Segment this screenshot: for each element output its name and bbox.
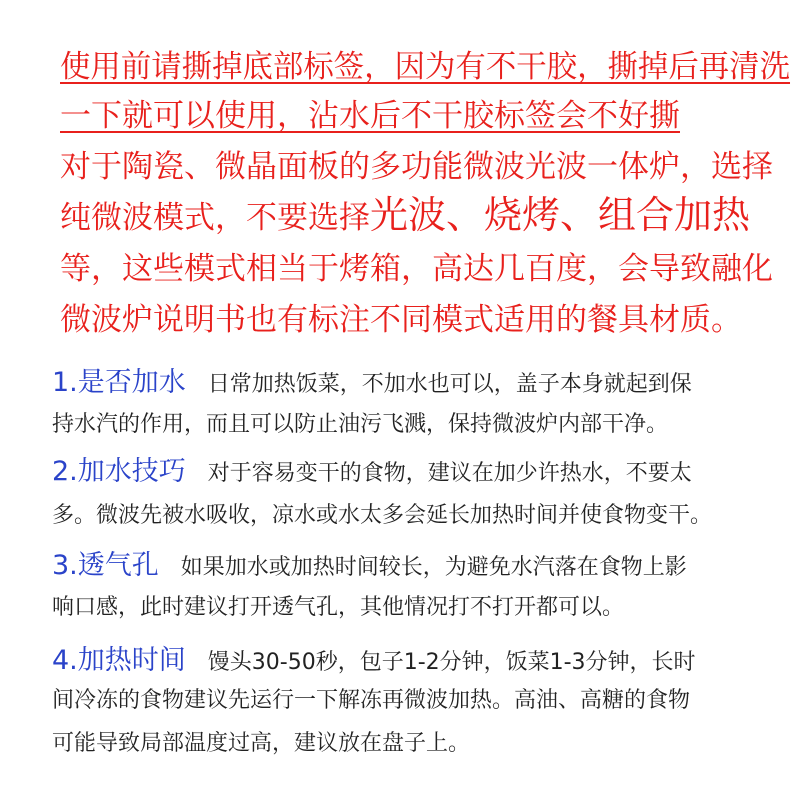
tip-1-text-1: 日常加热饭菜，不加水也可以，盖子本身就起到保 (207, 372, 692, 397)
tip-1-text-2: 持水汽的作用，而且可以防止油污飞溅，保持微波炉内部干净。 (52, 412, 669, 437)
warning-line-5: 等，这些模式相当于烤箱，高达几百度，会导致融化 (60, 251, 773, 287)
tip-4-row-1 (52, 647, 696, 674)
warning-line-2: 一下就可以使用，沾水后不干胶标签会不好撕 (60, 98, 680, 134)
tip-2-text-1: 对于容易变干的食物，建议在加少许热水，不要太 (207, 461, 692, 486)
tip-3-row-1 (52, 552, 687, 579)
tip-1-heading: 1.是否加水 (52, 367, 186, 398)
warning-line-3: 对于陶瓷、微晶面板的多功能微波光波一体炉，选择 (60, 149, 773, 185)
tip-3-text-2: 响口感，此时建议打开透气孔，其他情况打不打开都可以。 (52, 595, 625, 620)
tip-4-text-1: 馒头30-50秒，包子1-2分钟，饭菜1-3分钟，长时 (207, 650, 696, 675)
tip-3-heading: 3.透气孔 (52, 550, 159, 581)
warning-line-4 (60, 193, 751, 237)
tip-4-text-3: 可能导致局部温度过高，建议放在盘子上。 (52, 731, 471, 756)
warning-line-6: 微波炉说明书也有标注不同模式适用的餐具材质。 (60, 302, 742, 338)
warning-line-4-prefix: 纯微波模式，不要选择 (60, 200, 370, 236)
tip-2-heading: 2.加水技巧 (52, 456, 186, 487)
warning-emphasis: 光波、烧烤、组合加热 (370, 193, 751, 237)
tip-4-text-2: 间冷冻的食物建议先运行一下解冻再微波加热。高油、高糖的食物 (52, 688, 691, 713)
tip-2-text-2: 多。微波先被水吸收，凉水或水太多会延长加热时间并使食物变干。 (52, 503, 713, 528)
tip-1-row-1 (52, 369, 692, 396)
warning-line-1: 使用前请撕掉底部标签，因为有不干胶，撕掉后再清洗 (60, 49, 791, 85)
tip-3-text-1: 如果加水或加热时间较长，为避免水汽落在食物上影 (180, 555, 687, 580)
tip-2-row-1 (52, 458, 692, 485)
tip-4-heading: 4.加热时间 (52, 645, 186, 676)
